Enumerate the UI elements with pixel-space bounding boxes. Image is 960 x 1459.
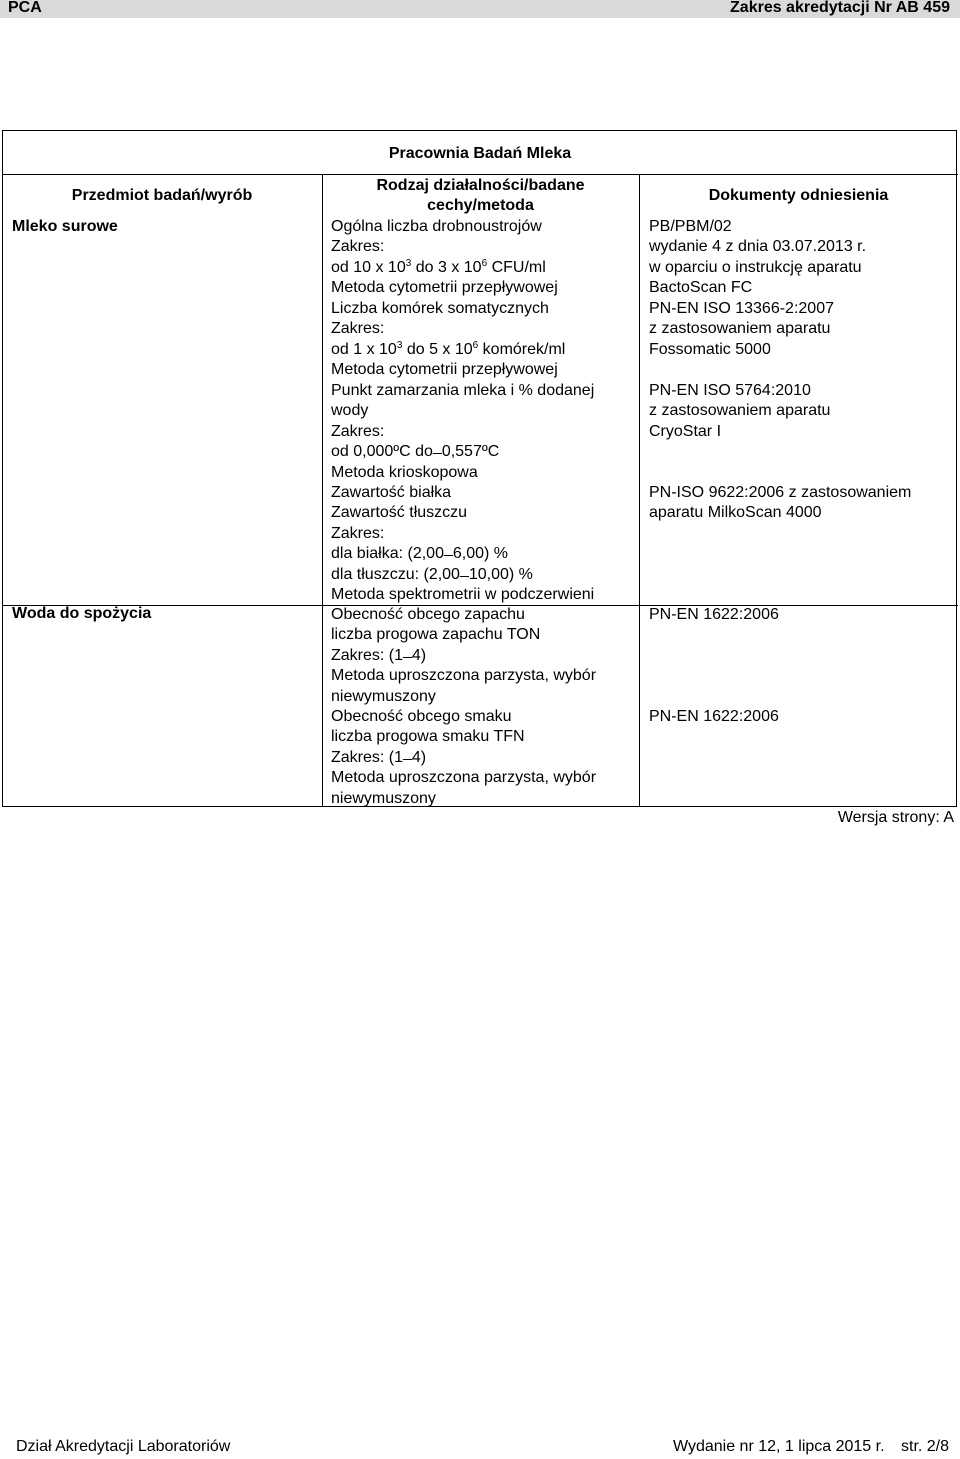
footer-page-number: str. 2/8 <box>901 1438 950 1455</box>
document-line: PN-EN 1622:2006 <box>649 606 779 623</box>
activity-line: Obecność obcego smaku <box>331 708 512 725</box>
activity-line: Punkt zamarzania mleka i % dodanej <box>331 382 595 399</box>
activity-line: Zakres: (1 ̶ 4) <box>331 748 427 766</box>
activity-line: wody <box>331 402 369 420</box>
activity-line: Zakres: <box>331 524 385 542</box>
activity-line: niewymuszony <box>331 687 436 705</box>
activity-line: niewymuszony <box>331 789 436 807</box>
activity-line: Zawartość tłuszczu <box>331 504 468 522</box>
footer-department: Dział Akredytacji Laboratoriów <box>16 1438 231 1455</box>
activity-line: Zawartość białka <box>331 484 452 501</box>
activity-odour <box>331 605 596 707</box>
activity-line: Metoda uproszczona parzysta, wybór <box>331 667 597 685</box>
activity-taste <box>331 707 596 809</box>
subject-raw-milk: Mleko surowe <box>12 218 118 235</box>
activity-line: Liczba komórek somatycznych <box>331 300 549 317</box>
document-line: aparatu MilkoScan 4000 <box>649 504 822 522</box>
range-text: do 3 x 10 <box>411 258 482 276</box>
column-header-subject: Przedmiot badań/wyrób <box>71 187 253 204</box>
header-right: Zakres akredytacji Nr AB 459 <box>730 0 950 16</box>
documents-freezing-point <box>649 381 830 442</box>
column-divider <box>639 174 640 807</box>
document-line: z zastosowaniem aparatu <box>649 402 831 420</box>
activity-line: Metoda cytometrii przepływowej <box>331 361 558 379</box>
page-version: Wersja strony: A <box>837 809 954 826</box>
activity-line: Metoda krioskopowa <box>331 463 478 481</box>
documents-total-microbes <box>649 217 866 299</box>
activity-line: Ogólna liczba drobnoustrojów <box>331 218 542 235</box>
documents-somatic-cells <box>649 299 834 360</box>
activity-line: dla białka: (2,00 ̶ 6,00) % <box>331 545 508 563</box>
activity-range-line <box>331 340 565 360</box>
activity-line: Zakres: <box>331 238 385 256</box>
document-line: z zastosowaniem aparatu <box>649 320 831 338</box>
activity-line: Zakres: (1 ̶ 4) <box>331 646 427 664</box>
document-line: PN-EN ISO 5764:2010 <box>649 382 811 399</box>
range-text: CFU/ml <box>487 258 546 276</box>
activity-line: Obecność obcego zapachu <box>331 606 525 623</box>
footer-edition: Wydanie nr 12, 1 lipca 2015 r. <box>673 1438 885 1455</box>
section-title: Pracownia Badań Mleka <box>388 145 572 162</box>
subject-drinking-water: Woda do spożycia <box>12 605 152 622</box>
document-line: PN-EN 1622:2006 <box>649 708 779 725</box>
column-divider <box>322 174 323 807</box>
activity-range-line <box>331 258 558 278</box>
activity-line: Metoda uproszczona parzysta, wybór <box>331 769 597 787</box>
activity-protein-fat <box>331 483 594 605</box>
activity-line: liczba progowa zapachu TON <box>331 626 541 644</box>
document-line: wydanie 4 z dnia 03.07.2013 r. <box>649 238 867 256</box>
document-line: w oparciu o instrukcję aparatu <box>649 258 862 276</box>
document-line: PN-EN ISO 13366-2:2007 <box>649 300 834 317</box>
header-left: PCA <box>8 0 42 16</box>
document-line: Fossomatic 5000 <box>649 340 771 358</box>
activity-line: liczba progowa smaku TFN <box>331 728 525 746</box>
range-text: od 1 x 10 <box>331 340 397 358</box>
range-exponent: 6 <box>481 257 488 269</box>
activity-line: dla tłuszczu: (2,00 ̶ 10,00) % <box>331 565 533 583</box>
document-line: BactoScan FC <box>649 279 753 297</box>
activity-total-microbes <box>331 217 558 299</box>
activity-line: od 0,000ºC do ̶ 0,557ºC <box>331 443 500 461</box>
activity-line: Zakres: <box>331 422 385 440</box>
documents-protein-fat <box>649 483 911 524</box>
documents-taste <box>649 707 779 727</box>
range-text: od 10 x 10 <box>331 258 406 276</box>
range-exponent: 3 <box>405 257 412 269</box>
column-header-activity-line1: Rodzaj działalności/badane <box>376 177 585 194</box>
range-text: do 5 x 10 <box>402 340 473 358</box>
document-line: CryoStar I <box>649 422 722 440</box>
range-exponent: 6 <box>472 339 479 351</box>
column-header-activity-line2: cechy/metoda <box>427 197 534 215</box>
header-bar <box>0 0 960 18</box>
column-header-documents: Dokumenty odniesienia <box>708 187 889 204</box>
range-exponent: 3 <box>396 339 403 351</box>
table-divider <box>2 174 958 175</box>
activity-line: Zakres: <box>331 320 385 338</box>
activity-somatic-cells <box>331 299 565 381</box>
document-line: PN-ISO 9622:2006 z zastosowaniem <box>649 484 912 501</box>
range-text: komórek/ml <box>478 340 566 358</box>
activity-line: Metoda cytometrii przepływowej <box>331 279 558 297</box>
activity-freezing-point <box>331 381 594 483</box>
column-header-activity <box>322 176 639 217</box>
activity-line: Metoda spektrometrii w podczerwieni <box>331 586 595 604</box>
documents-odour <box>649 605 779 625</box>
document-line: PB/PBM/02 <box>649 218 732 235</box>
